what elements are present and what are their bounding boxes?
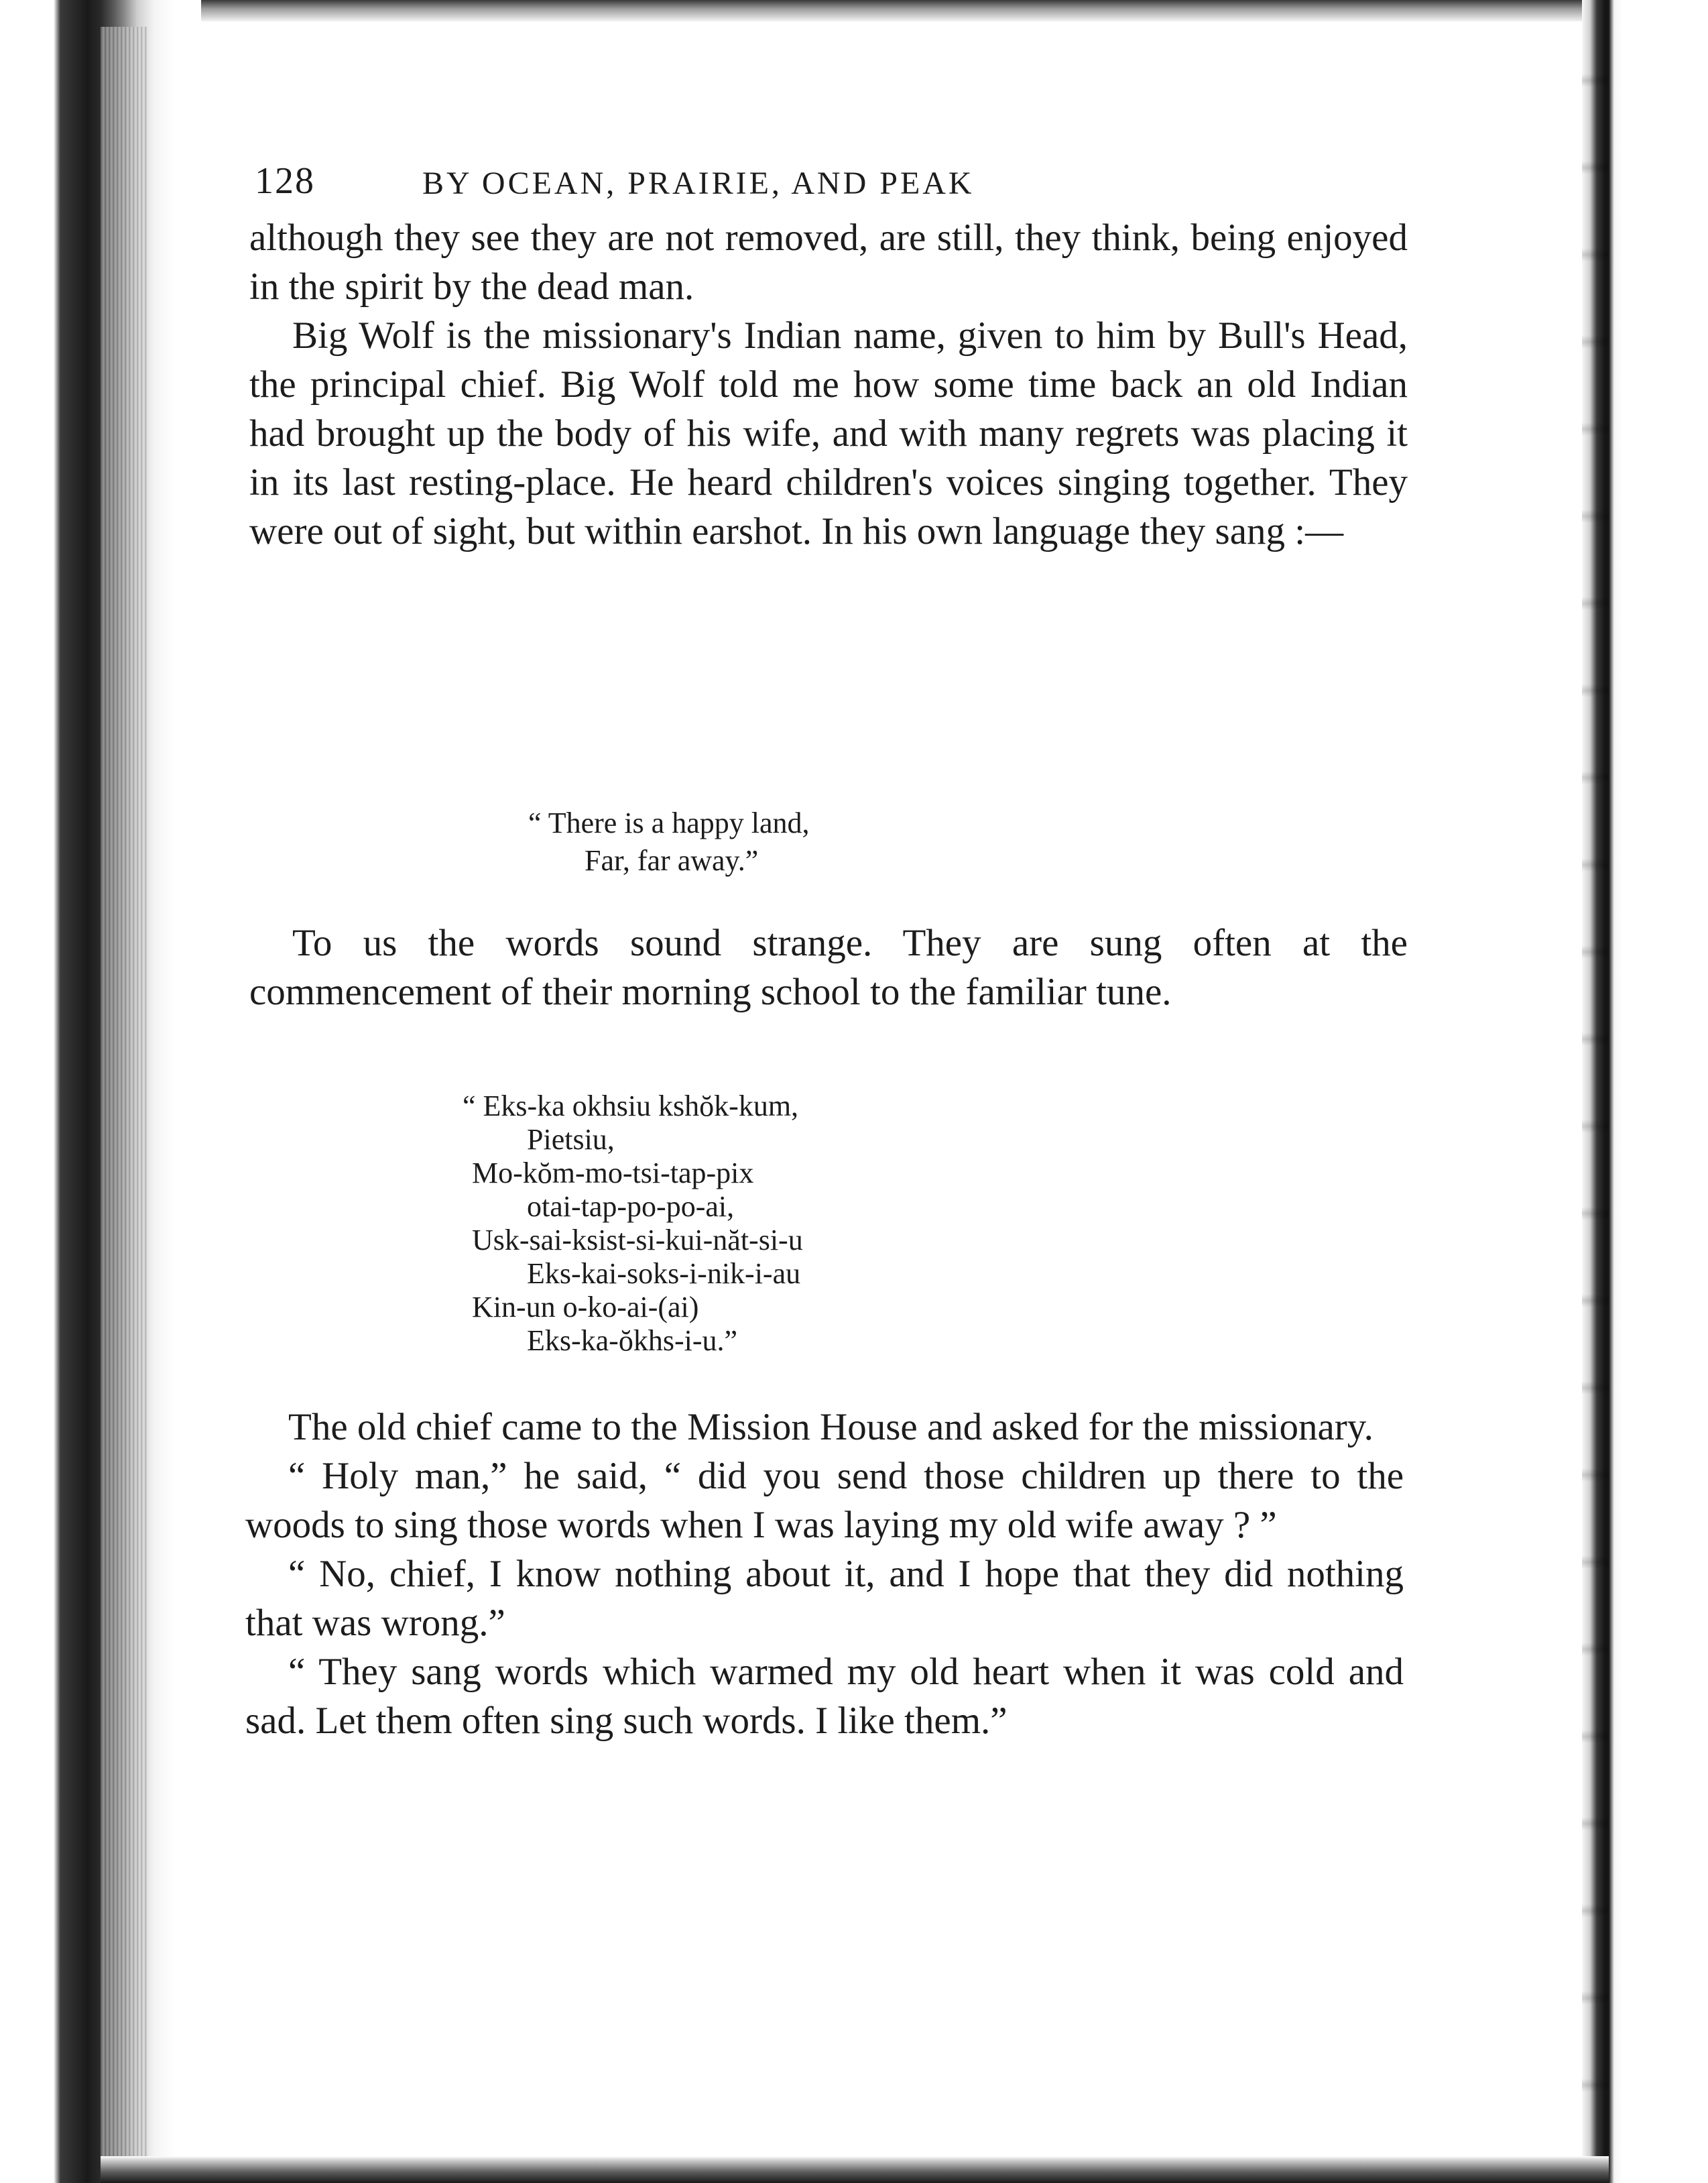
paragraph-1: although they see they are not removed, are still, they think, being enjoyed in the spirit by the dead man. (249, 217, 1408, 308)
paragraph-6: “ No, chief, I know nothing about it, and I hope that they did nothing that was wrong.” (245, 1553, 1404, 1644)
paragraph-2: Big Wolf is the missionary's Indian name, given to him by Bull's Head, the principal chief. Big Wolf told me how some time back an old Indian had brought up the body of his wife, and with many regrets was placing it in its last resting-place. He heard children's voices singing together. They were out of sight, but within earshot. In his own language they sang :— (249, 314, 1408, 552)
paragraph-5: “ Holy man,” he said, “ did you send those children up there to the woods to sing those words when I was laying my old wife away ? ” (245, 1455, 1404, 1546)
scan-right-margin (1582, 0, 1708, 2183)
verse-line: Far, far away.” (585, 844, 759, 877)
verse-quote-english (528, 805, 809, 880)
verse-line: Eks-kai-soks-i-nik-i-au (527, 1257, 801, 1290)
body-text-top (249, 213, 1408, 556)
verse-line: “ There is a happy land, (528, 807, 810, 839)
verse-line: “ Eks-ka okhsiu kshŏk-kum, (463, 1089, 799, 1122)
book-page-edges (101, 27, 147, 2159)
running-title: BY OCEAN, PRAIRIE, AND PEAK (422, 166, 975, 201)
paragraph-7: “ They sang words which warmed my old heart when it was cold and sad. Let them often sing such words. I like them.” (245, 1651, 1404, 1742)
verse-line: Mo-kŏm-mo-tsi-tap-pix (472, 1157, 754, 1189)
verse-quote-blackfoot (463, 1089, 803, 1358)
book-spine-fold (1582, 0, 1609, 2183)
scan-top-margin (201, 0, 1595, 21)
body-text-bottom (245, 1403, 1404, 1745)
paragraph-4: The old chief came to the Mission House and asked for the missionary. (288, 1406, 1374, 1448)
verse-line: Pietsiu, (527, 1123, 615, 1156)
verse-line: otai-tap-po-po-ai, (527, 1190, 735, 1223)
verse-line: Usk-sai-ksist-si-kui-năt-si-u (472, 1224, 803, 1256)
paragraph-3: To us the words sound strange. They are sung often at the commencement of their morning school to the familiar tune. (249, 922, 1408, 1013)
body-text-middle (249, 919, 1408, 1016)
scan-left-margin (0, 0, 201, 2183)
verse-line: Kin-un o-ko-ai-(ai) (472, 1291, 699, 1323)
running-head (255, 160, 1260, 220)
page-number: 128 (255, 160, 315, 202)
scan-bottom-margin (101, 2156, 1609, 2183)
verse-line: Eks-ka-ŏkhs-i-u.” (527, 1324, 738, 1357)
